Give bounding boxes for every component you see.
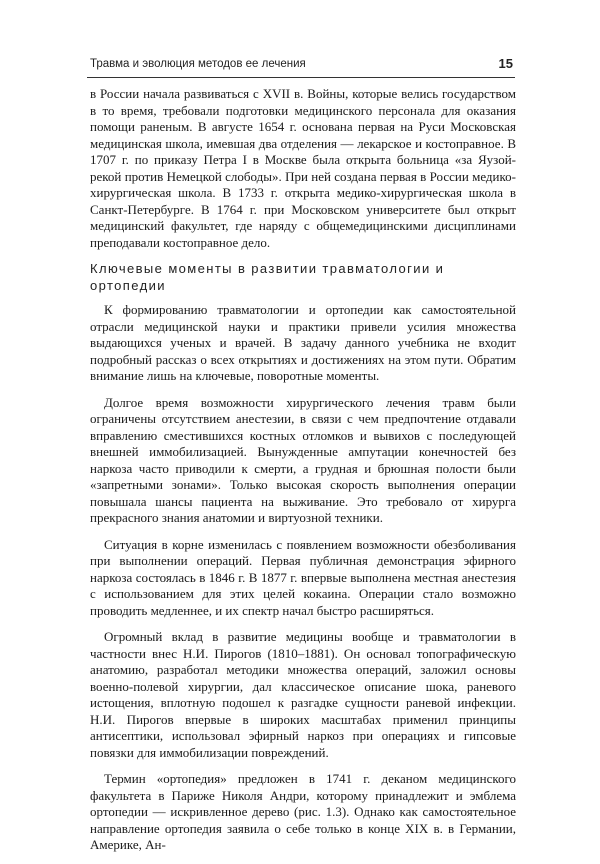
paragraph-orthopedics-term: Термин «ортопедия» предложен в 1741 г. деканом медицинского факультета в Париже Николя Андри, которому принадлежит и эмблема ортопедии — искривленное дерево (рис. 1.3). Однако как самостоятельное направление ортопедия заявила о себе только в конце XIX в. в Германии, Америке, Ан-: [90, 771, 516, 852]
paragraph-pirogov: Огромный вклад в развитие медицины вообще и травматологии в частности внес Н.И. Пирогов (1810–1881). Он основал топографическую анатомию, разработал методики множества операций, заложил основы военно-полевой хирургии, дал классическое описание шока, раневого истощения, вплотную подошел к разгадке сущности раневой инфекции. Н.И. Пирогов впервые в широких масштабах применил принципы антисептики, использовал эфирный наркоз при операциях и гипсовые повязки для иммобилизации повреждений.: [90, 629, 516, 760]
running-header: [87, 56, 515, 76]
paragraph-history: в России начала развиваться с XVII в. Войны, которые велись государством в то время, требовали подготовки медицинского персонала для оказания помощи раненым. В августе 1654 г. основана первая на Руси Московская медицинская школа, имевшая два отделения — лекарское и костоправное. В 1707 г. по приказу Петра I в Москве была открыта больница «за Яузой-рекой против Немецкой слободы». При ней создана первая в России медико-хирургическая школа. В 1733 г. открыта медико-хирургическая школа в Санкт-Петербурге. В 1764 г. при Московском университете был открыт медицинский факультет, где наряду с общемедицинскими дисциплинами преподавали костоправное дело.: [90, 86, 516, 250]
section-heading: Ключевые моменты в развитии травматологии и ортопедии: [90, 261, 445, 293]
header-rule: [87, 77, 515, 78]
paragraph-anesthesia-absence: Долгое время возможности хирургического лечения травм были ограничены отсутствием анестезии, в связи с чем предпочтение отдавали вправлению сместившихся костных отломков и вывихов с последующей внешней иммобилизацией. Вынужденные ампутации конечностей без наркоза часто приводили к смерти, а грудная и брюшная полости были «запретными зонами». Только высокая скорость выполнения операции повышала шансы пациента на выживание. Это требовало от хирурга прекрасного знания анатомии и виртуозной техники.: [90, 394, 516, 525]
page-number: 15: [498, 56, 513, 71]
page-body: [90, 86, 516, 864]
paragraph-anesthesia: Ситуация в корне изменилась с появлением возможности обезболивания при выполнении операций. Первая публичная демонстрация эфирного наркоза состоялась в 1846 г. В 1877 г. впервые выполнена местная анестезия с использованием для этих целей кокаина. Операции стало возможно проводить медленнее, и их спектр начал быстро расширяться.: [90, 536, 516, 618]
paragraph-intro: К формированию травматологии и ортопедии как самостоятельной отрасли медицинской науки и практики привели усилия множества выдающихся ученых и врачей. В задачу данного учебника не входит подробный рассказ о всех открытиях и достижениях на этом пути. Обратим внимание лишь на ключевые, поворотные моменты.: [90, 302, 516, 383]
running-title: Травма и эволюция методов ее лечения: [90, 58, 306, 70]
